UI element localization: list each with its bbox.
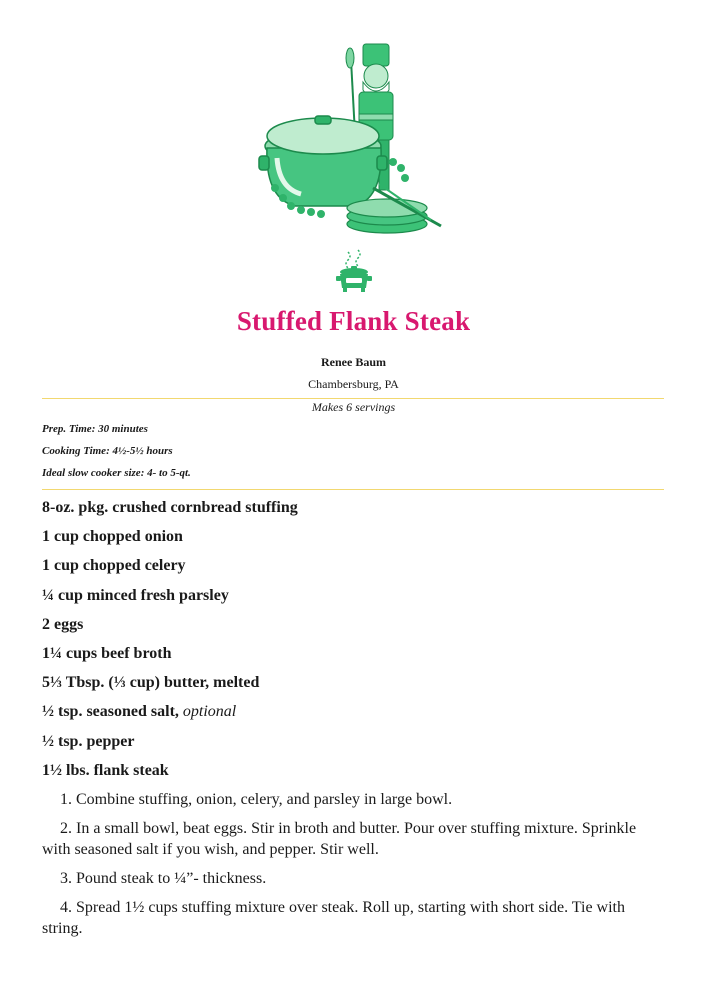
recipe-title: Stuffed Flank Steak [236, 306, 471, 336]
ingredient-item: ½ tsp. pepper [42, 732, 135, 750]
divider-bottom [42, 489, 664, 490]
slow-cooker-icon [334, 248, 374, 294]
ingredient-item: 1½ lbs. flank steak [42, 761, 169, 779]
ingredient-item: 2 eggs [42, 615, 84, 633]
ingredient-item: 8-oz. pkg. crushed cornbread stuffing [42, 499, 298, 516]
ingredient-item: ½ tsp. seasoned salt, optional [42, 703, 237, 721]
recipe-location: Chambersburg, PA [308, 377, 399, 391]
ingredient-item: 1¼ cups beef broth [42, 644, 172, 662]
ingredient-item: 1 cup chopped celery [42, 557, 186, 575]
optional-note: optional [182, 703, 237, 721]
instruction-step: 4. Spread 1½ cups stuffing mixture over steak. Roll up, starting with short side. Tie with string. [42, 899, 625, 937]
ingredient-list [42, 498, 664, 790]
slow-cooker-nutcracker-illustration [255, 38, 455, 240]
cooker-size: Ideal slow cooker size: 4- to 5-qt. [42, 467, 191, 479]
ingredient-item: ¼ cup minced fresh parsley [42, 586, 229, 604]
cooking-time: Cooking Time: 4½-5½ hours [42, 445, 173, 457]
instruction-list [42, 789, 668, 947]
instruction-step: 2. In a small bowl, beat eggs. Stir in broth and butter. Pour over stuffing mixture. Sprinkle with seasoned salt if you wish, and pepper. Stir well. [42, 820, 637, 858]
instruction-step: 3. Pound steak to ¼”- thickness. [60, 870, 267, 887]
ingredient-item: 5⅓ Tbsp. (⅓ cup) butter, melted [42, 674, 260, 692]
recipe-author: Renee Baum [321, 355, 386, 369]
prep-time: Prep. Time: 30 minutes [42, 423, 148, 435]
ingredient-item: 1 cup chopped onion [42, 528, 183, 546]
time-info [42, 421, 191, 487]
recipe-servings: Makes 6 servings [311, 400, 396, 414]
instruction-step: 1. Combine stuffing, onion, celery, and parsley in large bowl. [60, 791, 453, 808]
divider-top [42, 398, 664, 399]
